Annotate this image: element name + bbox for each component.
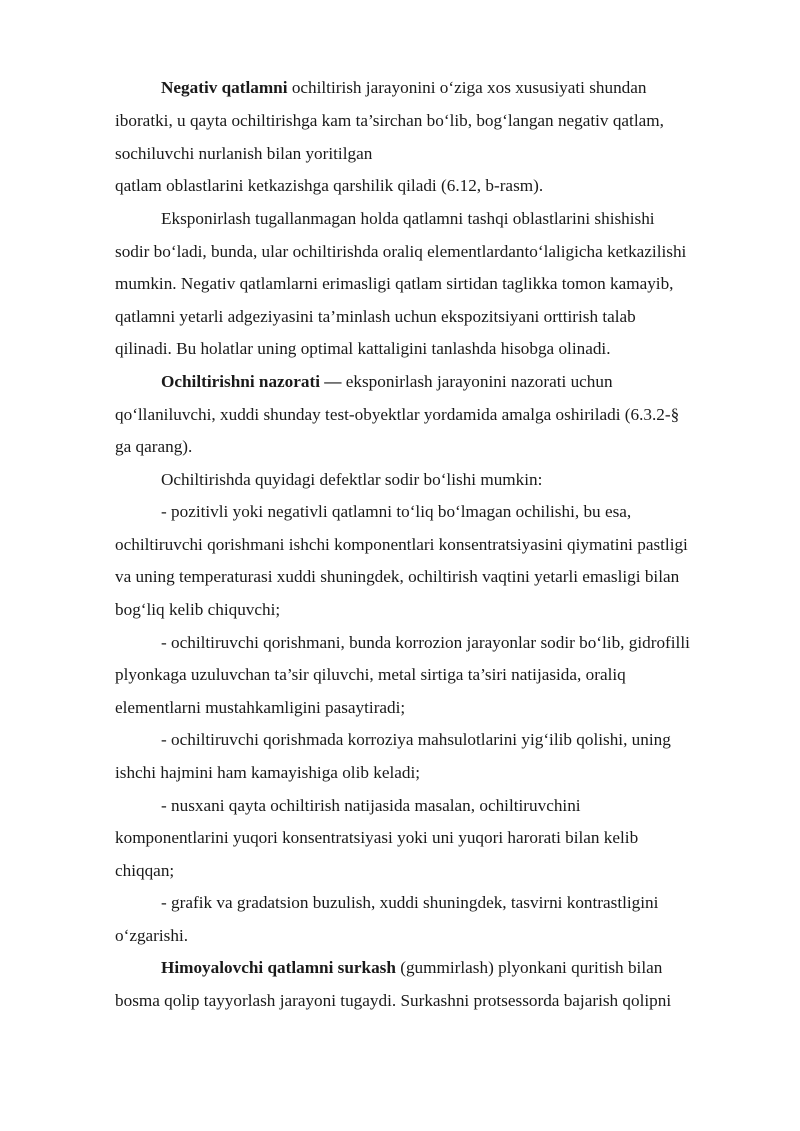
paragraph-line: mumkin. Negativ qatlamlarni erimasligi qatlam sirtidan taglikka tomon kamayib,	[115, 274, 674, 293]
list-item-line: - ochiltiruvchi qorishmani, bunda korrozion jarayonlar sodir bo‘lib, gidrofilli	[161, 633, 690, 652]
bold-term: Negativ qatlamni	[161, 78, 288, 97]
list-item-line: bog‘liq kelib chiquvchi;	[115, 600, 281, 619]
list-item-line: - ochiltiruvchi qorishmada korroziya mahsulotlarini yig‘ilib qolishi, uning	[161, 730, 671, 749]
list-item-line: ochiltiruvchi qorishmani ishchi komponentlari konsentratsiyasini qiymatini pastligi	[115, 535, 688, 554]
list-item-line: - nusxani qayta ochiltirish natijasida masalan, ochiltiruvchini	[161, 796, 581, 815]
paragraph-line: iboratki, u qayta ochiltirishga kam ta’sirchan bo‘lib, bog‘langan negativ qatlam,	[115, 111, 664, 130]
list-item-line: - grafik va gradatsion buzulish, xuddi shuningdek, tasvirni kontrastligini	[161, 893, 659, 912]
paragraph-line: Himoyalovchi qatlamni surkash (gummirlash) plyonkani quritish bilan	[161, 958, 663, 977]
paragraph-line: bosma qolip tayyorlash jarayoni tugaydi. Surkashni protsessorda bajarish qolipni	[115, 991, 672, 1010]
paragraph-line: sochiluvchi nurlanish bilan yoritilgan	[115, 144, 373, 163]
paragraph-line: sodir bo‘ladi, bunda, ular ochiltirishda oraliq elementlardanto‘laligicha ketkazilishi	[115, 242, 687, 261]
list-item-line: o‘zgarishi.	[115, 926, 189, 945]
paragraph-line: qilinadi. Bu holatlar uning optimal kattaligini tanlashda hisobga olinadi.	[115, 339, 611, 358]
list-item-line: chiqqan;	[115, 861, 175, 880]
paragraph-line: Negativ qatlamni ochiltirish jarayonini o‘ziga xos xususiyati shundan	[161, 78, 647, 97]
list-item-line: komponentlarini yuqori konsentratsiyasi yoki uni yuqori harorati bilan kelib	[115, 828, 639, 847]
paragraph-line: Eksponirlash tugallanmagan holda qatlamni tashqi oblastlarini shishishi	[161, 209, 655, 228]
list-item-line: - pozitivli yoki negativli qatlamni to‘liq bo‘lmagan ochilishi, bu esa,	[161, 502, 632, 521]
paragraph-line: qo‘llaniluvchi, xuddi shunday test-obyektlar yordamida amalga oshiriladi (6.3.2-§	[115, 405, 680, 424]
list-item-line: va uning temperaturasi xuddi shuningdek, ochiltirish vaqtini yetarli emasligi bilan	[115, 567, 680, 586]
list-item-line: plyonkaga uzuluvchan ta’sir qiluvchi, metal sirtiga ta’siri natijasida, oraliq	[115, 665, 626, 684]
list-item-line: ishchi hajmini ham kamayishiga olib keladi;	[115, 763, 421, 782]
bold-term: Ochiltirishni nazorati —	[161, 372, 342, 391]
paragraph-line: qatlamni yetarli adgeziyasini ta’minlash uchun ekspozitsiyani orttirish talab	[115, 307, 636, 326]
paragraph-line: Ochiltirishda quyidagi defektlar sodir bo‘lishi mumkin:	[161, 470, 543, 489]
paragraph-line: Ochiltirishni nazorati — eksponirlash jarayonini nazorati uchun	[161, 372, 613, 391]
bold-term: Himoyalovchi qatlamni surkash	[161, 958, 396, 977]
paragraph-line: ga qarang).	[115, 437, 193, 456]
paragraph-line: qatlam oblastlarini ketkazishga qarshilik qiladi (6.12, b-rasm).	[115, 176, 544, 195]
list-item-line: elementlarni mustahkamligini pasaytiradi;	[115, 698, 406, 717]
